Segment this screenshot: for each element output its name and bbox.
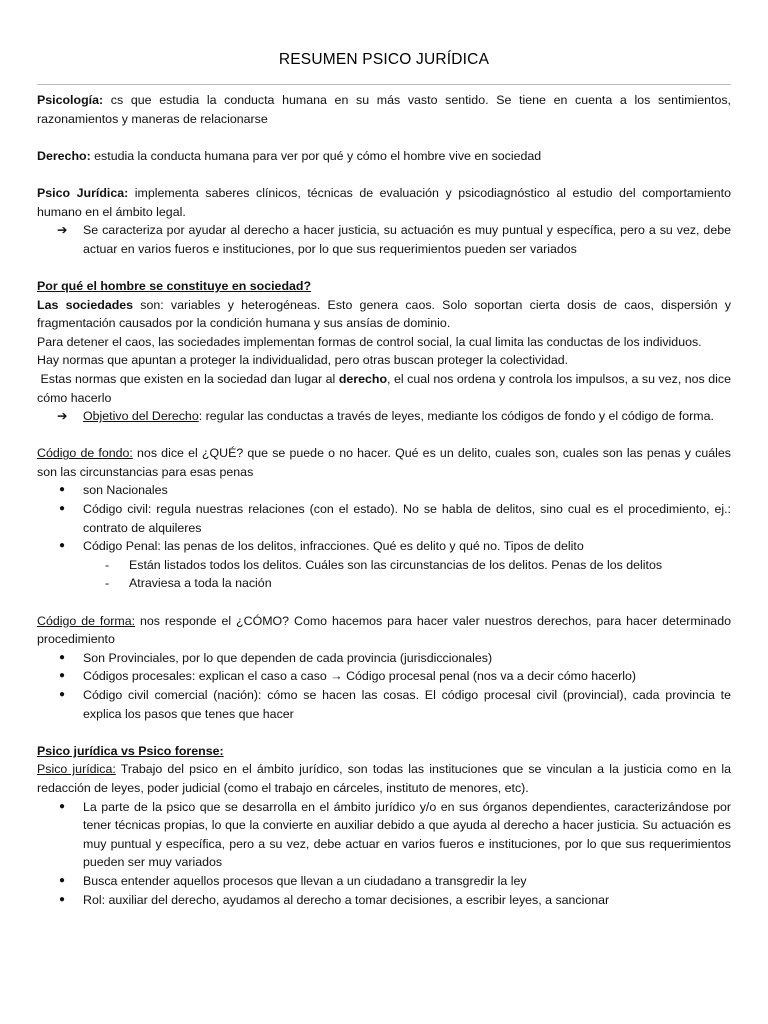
list-item-text: Atraviesa a toda la nación [129,576,272,591]
heading-text: Psico jurídica vs Psico forense: [37,743,224,758]
list-item-text: Código Penal: las penas de los delitos, infracciones. Qué es delito y qué no. Tipos de delito [83,539,584,554]
paragraph-derecho [37,147,731,166]
bullet-icon: ● [59,503,66,515]
paragraph-sociedades [37,296,731,333]
list-item [37,872,731,891]
paragraph-psico-juridica-def [37,760,731,797]
arrow-icon: ➔ [57,223,68,238]
dash-icon: - [105,576,110,591]
title-divider [37,84,731,85]
underlined-label: Código de fondo: [37,446,133,461]
list-item-text: : regular las conductas a través de leyes, mediante los códigos de fondo y el código de forma. [198,409,714,424]
paragraph-text: Trabajo del psico en el ámbito jurídico, son todas las instituciones que se vinculan a la justicia como en la redacción de leyes, poder judicial (como el trabajo en cárceles, instituto de menores, etc). [37,762,731,795]
term-definition: cs que estudia la conducta humana en su más vasto sentido. Se tiene en cuenta a los sentimientos, razonamientos y maneras de relacionarse [37,93,731,126]
list-item-text: Busca entender aquellos procesos que llevan a un ciudadano a transgredir la ley [83,873,527,888]
arrow-list [37,221,731,258]
list-item [37,481,731,500]
list-item-text: Rol: auxiliar del derecho, ayudamos al derecho a tomar decisiones, a escribir leyes, a sancionar [83,892,610,907]
bullet-icon: ● [59,689,66,700]
paragraph-codigo-forma [37,612,731,649]
paragraph-text: Estas normas que existen en la sociedad dan lugar al [37,371,339,386]
list-item-text: Están listados todos los delitos. Cuáles son las circunstancias de los delitos. Penas de los delitos [129,557,663,572]
bullet-icon: ● [59,484,66,496]
section-heading-sociedad [37,277,731,296]
paragraph-control-social: Para detener el caos, las sociedades implementan formas de control social, la cual limita las conductas de los individuos. [37,334,702,349]
document-body [37,91,731,909]
list-item [37,537,731,556]
list-item [37,667,731,686]
paragraph-text: son: variables y heterogéneas. Esto genera caos. Solo soportan cierta dosis de caos, dispersión y fragmentación causados por la condición humana y sus ansías de dominio. [37,297,731,331]
sub-list-item [37,556,731,575]
term-definition: implementa saberes clínicos, técnicas de evaluación y psicodiagnóstico al estudio del comportamiento humano en el ámbito legal. [37,185,731,219]
term-label: Las sociedades [37,297,134,312]
term-label: Derecho: [37,148,91,163]
paragraph-text: nos responde el ¿CÓMO? Como hacemos para hacer valer nuestros derechos, para hacer determinado procedimiento [37,613,731,647]
bullet-list [37,481,731,555]
paragraph-psico-juridica [37,184,731,221]
bullet-icon: ● [59,893,66,905]
term-definition: estudia la conducta humana para ver por qué y cómo el hombre vive en sociedad [90,148,542,163]
page-title: RESUMEN PSICO JURÍDICA [278,51,490,68]
underlined-label: Código de forma: [37,613,136,628]
dash-list [37,556,731,593]
sub-list-item [37,574,731,593]
list-item-text: Código civil comercial (nación): cómo se hacen las cosas. El código procesal civil (provincial), cada provincia te explica los pasos que tenes que hacer [83,688,731,721]
bold-term: derecho [338,371,388,386]
paragraph-text: , el cual nos ordena y controla los impulsos, a su vez, nos dice cómo hacerlo [37,371,731,405]
bullet-icon: ● [59,540,66,552]
list-item-text: Son Provinciales, por lo que dependen de cada provincia (jurisdiccionales) [83,650,493,665]
arrow-icon: ➔ [57,409,68,424]
list-item [37,649,731,668]
term-label: Psicología: [37,93,104,107]
term-label: Psico Jurídica: [37,185,129,200]
paragraph-text: nos dice el ¿QUÉ? que se puede o no hacer. Qué es un delito, cuales son, cuales son las penas y cuáles son las circunstancias para esas penas [37,446,731,479]
list-item [37,407,731,426]
paragraph-psicologia [37,91,731,128]
bullet-list [37,649,731,723]
bullet-icon: ● [59,800,66,812]
bullet-list [37,798,731,910]
list-item [37,500,731,537]
underlined-label: Psico jurídica: [37,762,116,777]
list-item-text: Códigos procesales: explican el caso a caso → Código procesal penal (nos va a decir cómo hacerlo) [83,669,637,684]
heading-text: Por qué el hombre se constituye en sociedad? [37,278,312,293]
list-item-text: Se caracteriza por ayudar al derecho a hacer justicia, su actuación es muy puntual y específica, pero a su vez, debe actuar en varios fueros e instituciones, por lo que sus requerimientos pueden ser variados [83,223,731,256]
list-item-text: son Nacionales [83,483,168,498]
list-item-text: La parte de la psico que se desarrolla en el ámbito jurídico y/o en sus órganos dependientes, caracterizándose por tener técnicas propias, lo que la convierte en auxiliar debido a que ayuda al derecho a hacer justicia. Su actuación es muy puntual y específica, pero a su vez, debe actuar en varios fueros e instituciones, por lo que sus requerimientos pueden ser muy variados [83,799,731,870]
paragraph-normas: Hay normas que apuntan a proteger la individualidad, pero otras buscan proteger la colectividad. [37,353,569,368]
list-item [37,686,731,723]
section-heading-vs [37,742,731,761]
list-item-text: Código civil: regula nuestras relaciones (con el estado). No se habla de delitos, sino cual es el procedimiento, ej.: contrato de alquileres [83,502,731,535]
arrow-list [37,407,731,426]
bullet-icon: ● [59,670,66,682]
paragraph-derecho-normas [37,370,731,407]
list-item [37,798,731,872]
dash-icon: - [105,557,110,572]
list-item [37,221,731,258]
underlined-label: Objetivo del Derecho [83,409,199,424]
bullet-icon: ● [59,651,66,663]
paragraph-codigo-fondo [37,444,731,481]
list-item [37,891,731,910]
bullet-icon: ● [59,874,66,886]
